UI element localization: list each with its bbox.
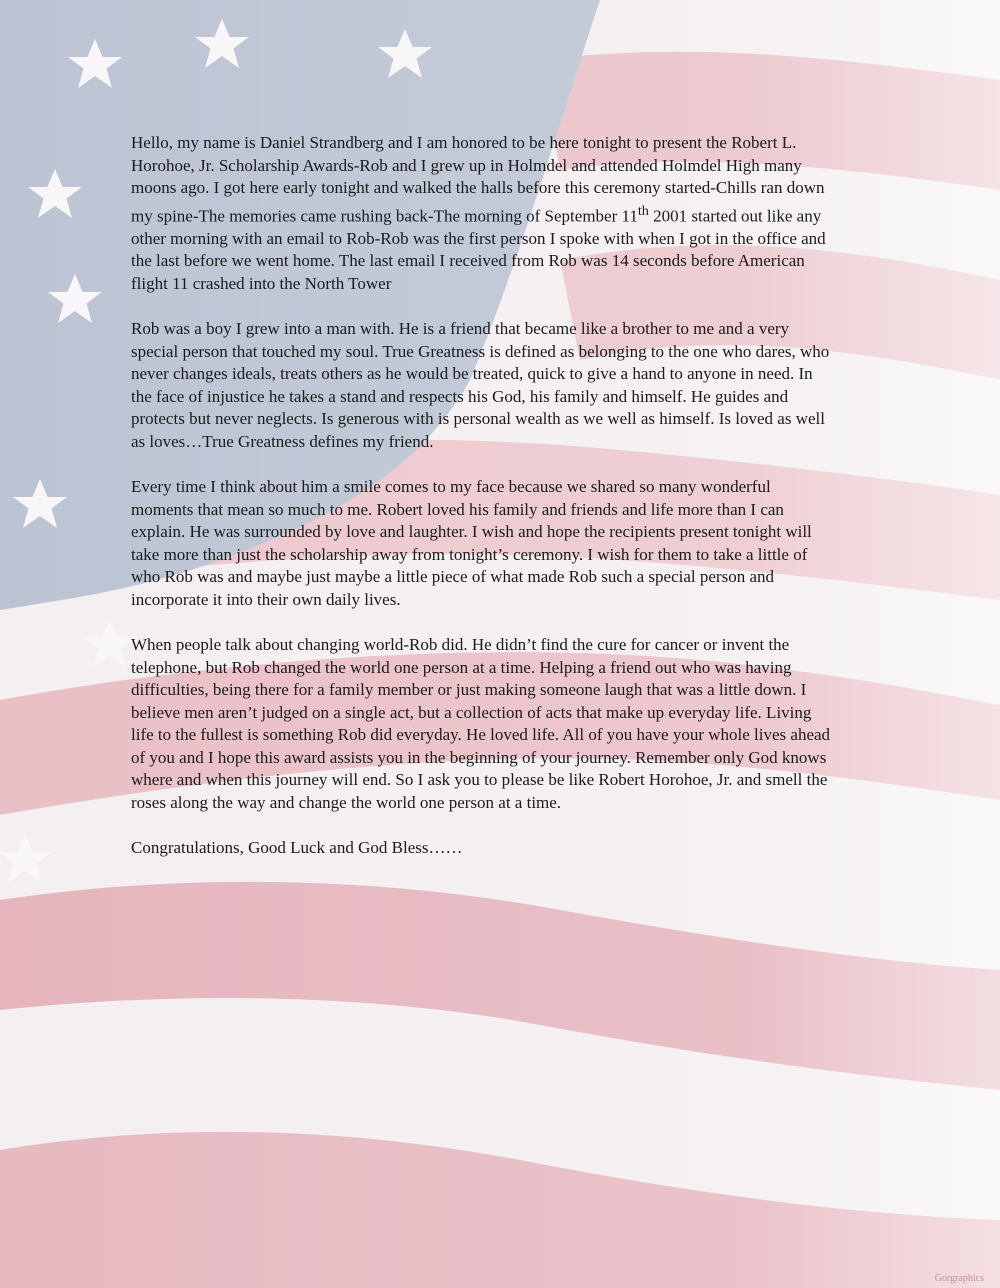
paragraph-intro-text: Hello, my name is Daniel Strandberg and I am honored to be here tonight to present the Robert L. Horohoe, Jr. Scholarship Awards-Rob and I grew up in Holmdel and attended Holmdel High many moons ago. I got here early tonight and walked the halls before this ceremony started-Chills ran down my spine-The memories came rushing back-The morning of September 11 [131, 133, 825, 226]
ordinal-superscript: th [637, 202, 649, 219]
paragraph-memories: Every time I think about him a smile comes to my face because we shared so many wonderful moments that mean so much to me. Robert loved his family and friends and life more than I can explain. He was surrounded by love and laughter. I wish and hope the recipients present tonight will take more than just the scholarship away from tonight’s ceremony. I wish for them to take a little of who Rob was and maybe just maybe a little piece of what made Rob such a special person and incorporate it into their own daily lives. [131, 477, 812, 609]
paragraph-intro [131, 132, 831, 295]
paragraph-legacy: When people talk about changing world-Rob did. He didn’t find the cure for cancer or invent the telephone, but Rob changed the world one person at a time. Helping a friend out who was having difficulties, being there for a family member or just making someone laugh that was a little down. I believe men aren’t judged on a single act, but a collection of acts that make up everyday life. Living life to the fullest is something Rob did everyday. He loved life. All of you have your whole lives ahead of you and I hope this award assists you in the beginning of your journey. Remember only God knows where and when this journey will end. So I ask you to please be like Robert Horohoe, Jr. and smell the roses along the way and change the world one person at a time. [131, 635, 831, 812]
paragraph-intro-tail: 2001 started out like any other morning with an email to Rob-Rob was the first person I spoke with when I got in the office and the last before we went home. The last email I received from Rob was 14 seconds before American flight 11 crashed into the North Tower [131, 206, 826, 293]
speech-body [131, 132, 831, 883]
paragraph-friendship: Rob was a boy I grew into a man with. He is a friend that became like a brother to me and a very special person that touched my soul. True Greatness is defined as belonging to the one who dares, who never changes ideals, treats others as he would be treated, quick to give a hand to anyone in need. In the face of injustice he takes a stand and respects his God, his family and himself. He guides and protects but never neglects. Is generous with is personal wealth as we well as himself. Is loved as well as loves…True Greatness defines my friend. [131, 319, 830, 451]
printer-credit: Gorgraphics [934, 1273, 984, 1284]
closing-line: Congratulations, Good Luck and God Bless…… [131, 838, 463, 858]
